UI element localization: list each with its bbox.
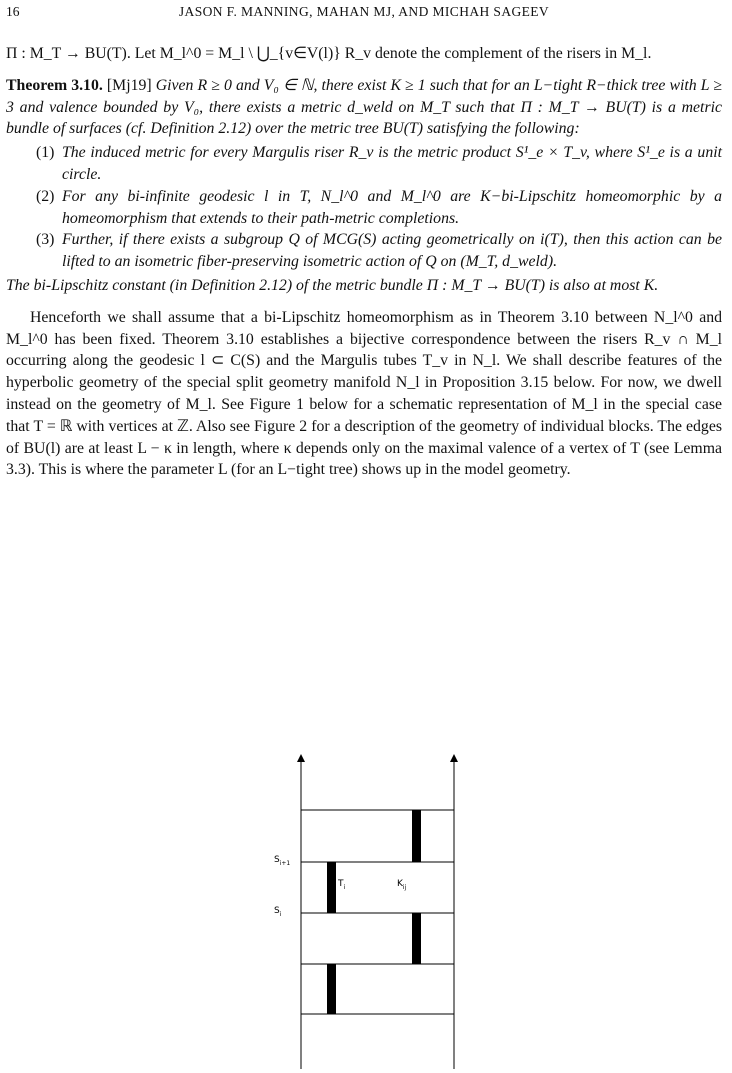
theorem-item-text: Further, if there exists a subgroup Q of MCG(S) acting geometrically on i(T), then this action can be lifted to an isometric fiber-preserving isometric action of Q on (M_T, d_weld). bbox=[62, 231, 722, 271]
label-s-next: $S_{i+1}$ bbox=[274, 855, 291, 867]
running-title: JASON F. MANNING, MAHAN MJ, AND MICHAH SAGEEV bbox=[178, 4, 550, 19]
theorem-items bbox=[6, 142, 722, 273]
theorem-closing: The bi-Lipschitz constant (in Definition 2.12) of the metric bundle Π : M_T → BU(T) is also at most K. bbox=[6, 276, 659, 294]
riser-block bbox=[412, 913, 421, 964]
theorem-item-text: The induced metric for every Margulis riser R_v is the metric product S¹_e × T_v, where S¹_e is a unit circle. bbox=[62, 144, 722, 183]
riser-block bbox=[327, 964, 336, 1014]
page-body bbox=[6, 43, 722, 481]
theorem-statement-text: Given R ≥ 0 and V₀ ∈ ℕ, there exist K ≥ 1 such that for an L−tight R−thick tree with L ≥ 3 and valence bounded by V₀, there exists a metric d_weld on M_T such that Π : M_T → BU(T) is a metric bundle of surfaces (cf. Definition 2.12) over the metric tree BU(T) satisfying the following: bbox=[6, 76, 722, 138]
theorem-statement bbox=[6, 75, 722, 140]
figure-1-diagram bbox=[250, 752, 480, 1070]
theorem-citation: [Mj19] bbox=[106, 76, 152, 94]
label-s: $S_i$ bbox=[274, 906, 282, 918]
theorem-3-10 bbox=[6, 75, 722, 297]
running-header bbox=[6, 4, 722, 22]
label-k: $K_{ij}$ bbox=[397, 879, 407, 891]
body-paragraph: Henceforth we shall assume that a bi-Lipschitz homeomorphism as in Theorem 3.10 between N_l^0 and M_l^0 has been fixed. Theorem 3.10 establishes a bijective correspondence between the risers R_v ∩ M_l occurring along the geodesic l ⊂ C(S) and the Margulis tubes T_v in N_l. We shall describe features of the hyperbolic geometry of the special split geometry manifold N_l in Proposition 3.15 below. For now, we dwell instead on the geometry of M_l. See Figure 1 below for a schematic representation of M_l in the special case that T = ℝ with vertices at ℤ. Also see Figure 2 for a description of the geometry of individual blocks. The edges of BU(l) are at least L − κ in length, where κ depends only on the maximal valence of a vertex of T (see Lemma 3.3). This is where the parameter L (for an L−tight tree) shows up in the model geometry. bbox=[6, 308, 722, 479]
theorem-item bbox=[6, 229, 722, 273]
figure-1 bbox=[250, 752, 480, 1070]
intro-text: Π : M_T → BU(T). Let M_l^0 = M_l \ ⋃_{v∈V(l)} R_v denote the complement of the risers in M_l. bbox=[6, 45, 652, 62]
theorem-label: Theorem 3.10. bbox=[6, 76, 103, 94]
theorem-item-number: (1) bbox=[36, 144, 55, 162]
theorem-item-text: For any bi-infinite geodesic l in T, N_l^0 and M_l^0 are K−bi-Lipschitz homeomorphic by a homeomorphism that extends to their path-metric completions. bbox=[62, 187, 722, 227]
page-number: 16 bbox=[6, 4, 20, 19]
theorem-item-number: (2) bbox=[36, 187, 55, 205]
riser-block-t bbox=[327, 862, 336, 913]
label-t: $T_i$ bbox=[338, 879, 346, 891]
riser-block bbox=[412, 810, 421, 862]
theorem-item-number: (3) bbox=[36, 231, 55, 249]
theorem-item bbox=[6, 142, 722, 186]
theorem-item bbox=[6, 186, 722, 230]
